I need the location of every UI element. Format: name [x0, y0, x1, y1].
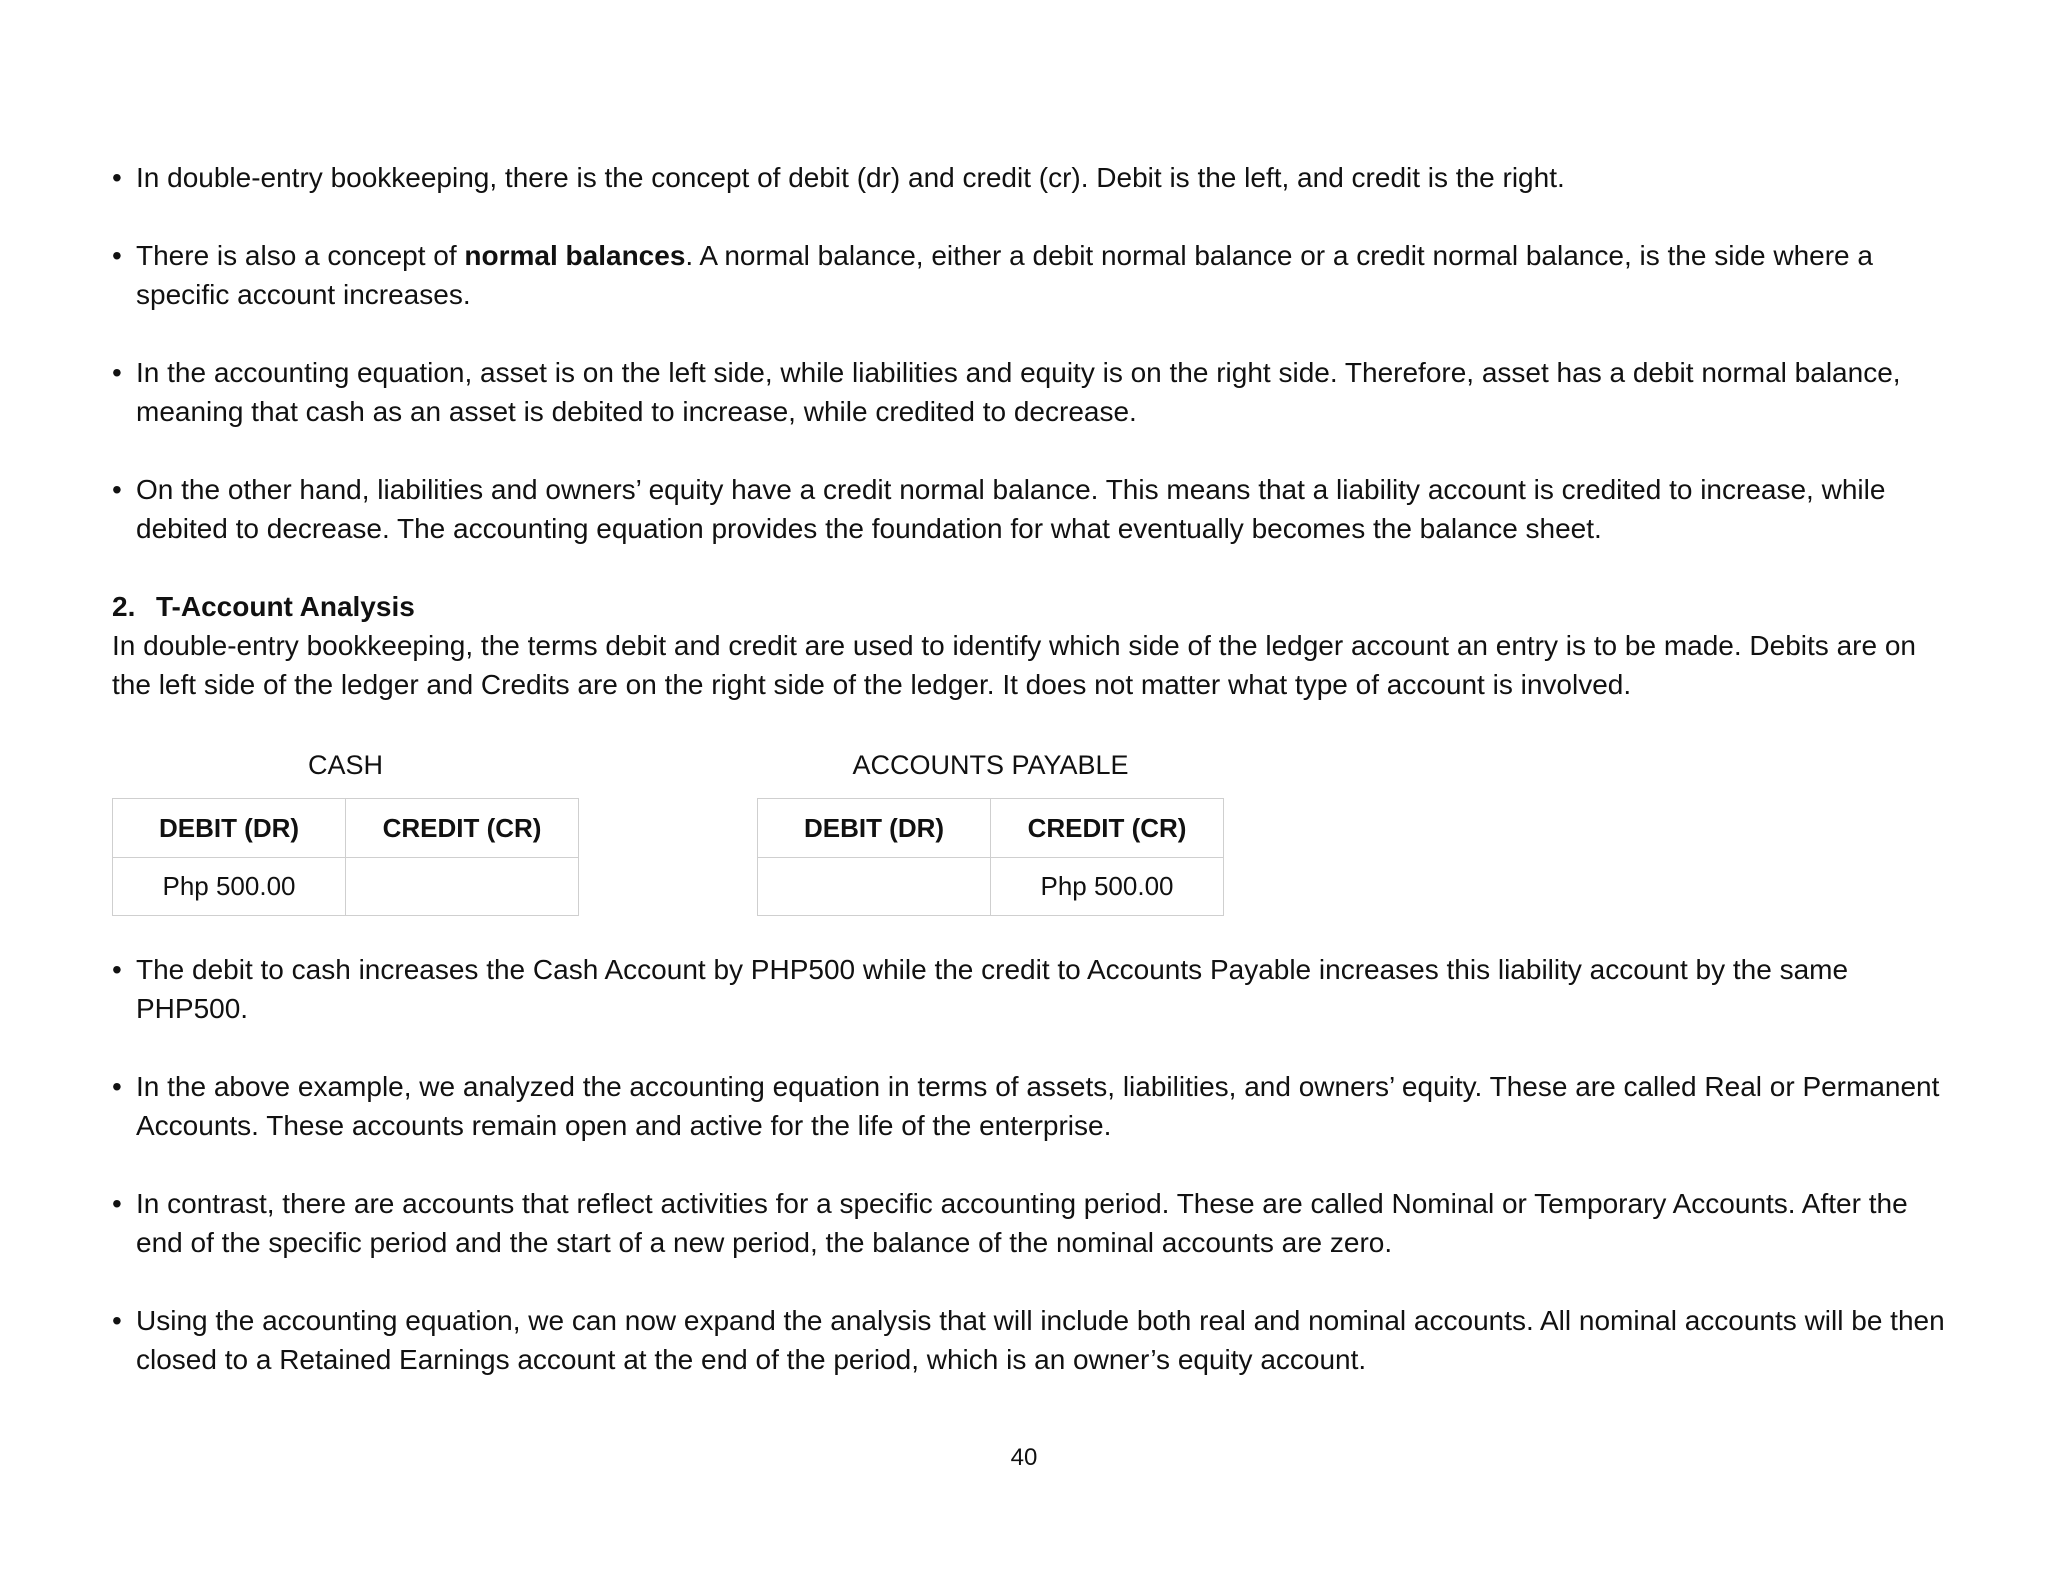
section-title: T-Account Analysis	[156, 591, 415, 622]
text-run: Using the accounting equation, we can now expand the analysis that will include both real and nominal accounts. All nominal accounts will be then closed to a Retained Earnings account at the end of the period, which is an owner’s equity account.	[136, 1305, 1945, 1375]
bullet-item	[112, 950, 1948, 1028]
t-accounts-group	[112, 746, 1948, 924]
bullet-list-top	[112, 158, 1948, 548]
bullet-marker: •	[112, 954, 122, 985]
text-run: . A normal balance, either a debit normal balance or a credit normal balance, is the side where a specific account increases.	[136, 240, 1873, 310]
t-account-cash	[112, 746, 579, 916]
bullet-item	[112, 353, 1948, 431]
bullet-text	[136, 1071, 1939, 1141]
bullet-text	[136, 162, 1565, 193]
text-run: There is also a concept of	[136, 240, 465, 271]
bullet-text	[136, 954, 1848, 1024]
bullet-marker: •	[112, 1305, 122, 1336]
credit-cell	[346, 858, 579, 916]
debit-header: DEBIT (DR)	[758, 799, 991, 858]
text-run: In the above example, we analyzed the accounting equation in terms of assets, liabilities, and owners’ equity. These are called Real or Permanent Accounts. These accounts remain open and active for the life of the enterprise.	[136, 1071, 1940, 1141]
bullet-marker: •	[112, 162, 122, 193]
text-run: In double-entry bookkeeping, there is the concept of debit (dr) and credit (cr). Debit is the left, and credit is the right.	[136, 162, 1565, 193]
bullet-text	[136, 1188, 1908, 1258]
credit-header: CREDIT (CR)	[346, 799, 579, 858]
credit-header: CREDIT (CR)	[991, 799, 1224, 858]
ledger-table	[757, 798, 1224, 916]
text-run: In contrast, there are accounts that reflect activities for a specific accounting period. These are called Nominal or Temporary Accounts. After the end of the specific period and the start of a new period, the balance of the nominal accounts are zero.	[136, 1188, 1908, 1258]
bullet-item	[112, 1184, 1948, 1262]
document-page	[112, 158, 1948, 1418]
t-account-accounts-payable	[757, 746, 1224, 916]
text-run: In the accounting equation, asset is on the left side, while liabilities and equity is on the right side. Therefore, asset has a debit normal balance, meaning that cash as an asset is debited to increase, while credited to decrease.	[136, 357, 1901, 427]
ledger-table	[112, 798, 579, 916]
bullet-marker: •	[112, 474, 122, 505]
bullet-marker: •	[112, 1071, 122, 1102]
bullet-item	[112, 236, 1948, 314]
ledger-header-row	[113, 799, 579, 858]
bullet-text	[136, 357, 1901, 427]
debit-header: DEBIT (DR)	[113, 799, 346, 858]
bullet-item	[112, 470, 1948, 548]
bullet-text	[136, 1305, 1945, 1375]
text-run: On the other hand, liabilities and owners’ equity have a credit normal balance. This means that a liability account is credited to increase, while debited to decrease. The accounting equation provides the foundation for what eventually becomes the balance sheet.	[136, 474, 1886, 544]
page-number: 40	[1010, 1444, 1038, 1471]
credit-cell: Php 500.00	[991, 858, 1224, 916]
bullet-item	[112, 1301, 1948, 1379]
bullet-item	[112, 1067, 1948, 1145]
section-number: 2.	[112, 591, 136, 622]
bullet-marker: •	[112, 357, 122, 388]
bullet-text	[136, 474, 1885, 544]
section-paragraph: In double-entry bookkeeping, the terms debit and credit are used to identify which side of the ledger account an entry is to be made. Debits are on the left side of the ledger and Credits are on the right side of the ledger. It does not matter what type of account is involved.	[112, 630, 1916, 700]
text-run: The debit to cash increases the Cash Account by PHP500 while the credit to Accounts Payable increases this liability account by the same PHP500.	[136, 954, 1849, 1024]
bullet-marker: •	[112, 240, 122, 271]
bullet-item	[112, 158, 1948, 197]
bullet-marker: •	[112, 1188, 122, 1219]
bullet-list-bottom	[112, 950, 1948, 1379]
bullet-text	[136, 240, 1873, 310]
ledger-row	[113, 858, 579, 916]
debit-cell	[758, 858, 991, 916]
ledger-header-row	[758, 799, 1224, 858]
t-account-caption: CASH	[307, 750, 383, 780]
bold-term: normal balances	[464, 240, 686, 271]
t-account-caption: ACCOUNTS PAYABLE	[852, 750, 1129, 780]
ledger-row	[758, 858, 1224, 916]
section-heading	[112, 587, 1948, 626]
debit-cell: Php 500.00	[113, 858, 346, 916]
